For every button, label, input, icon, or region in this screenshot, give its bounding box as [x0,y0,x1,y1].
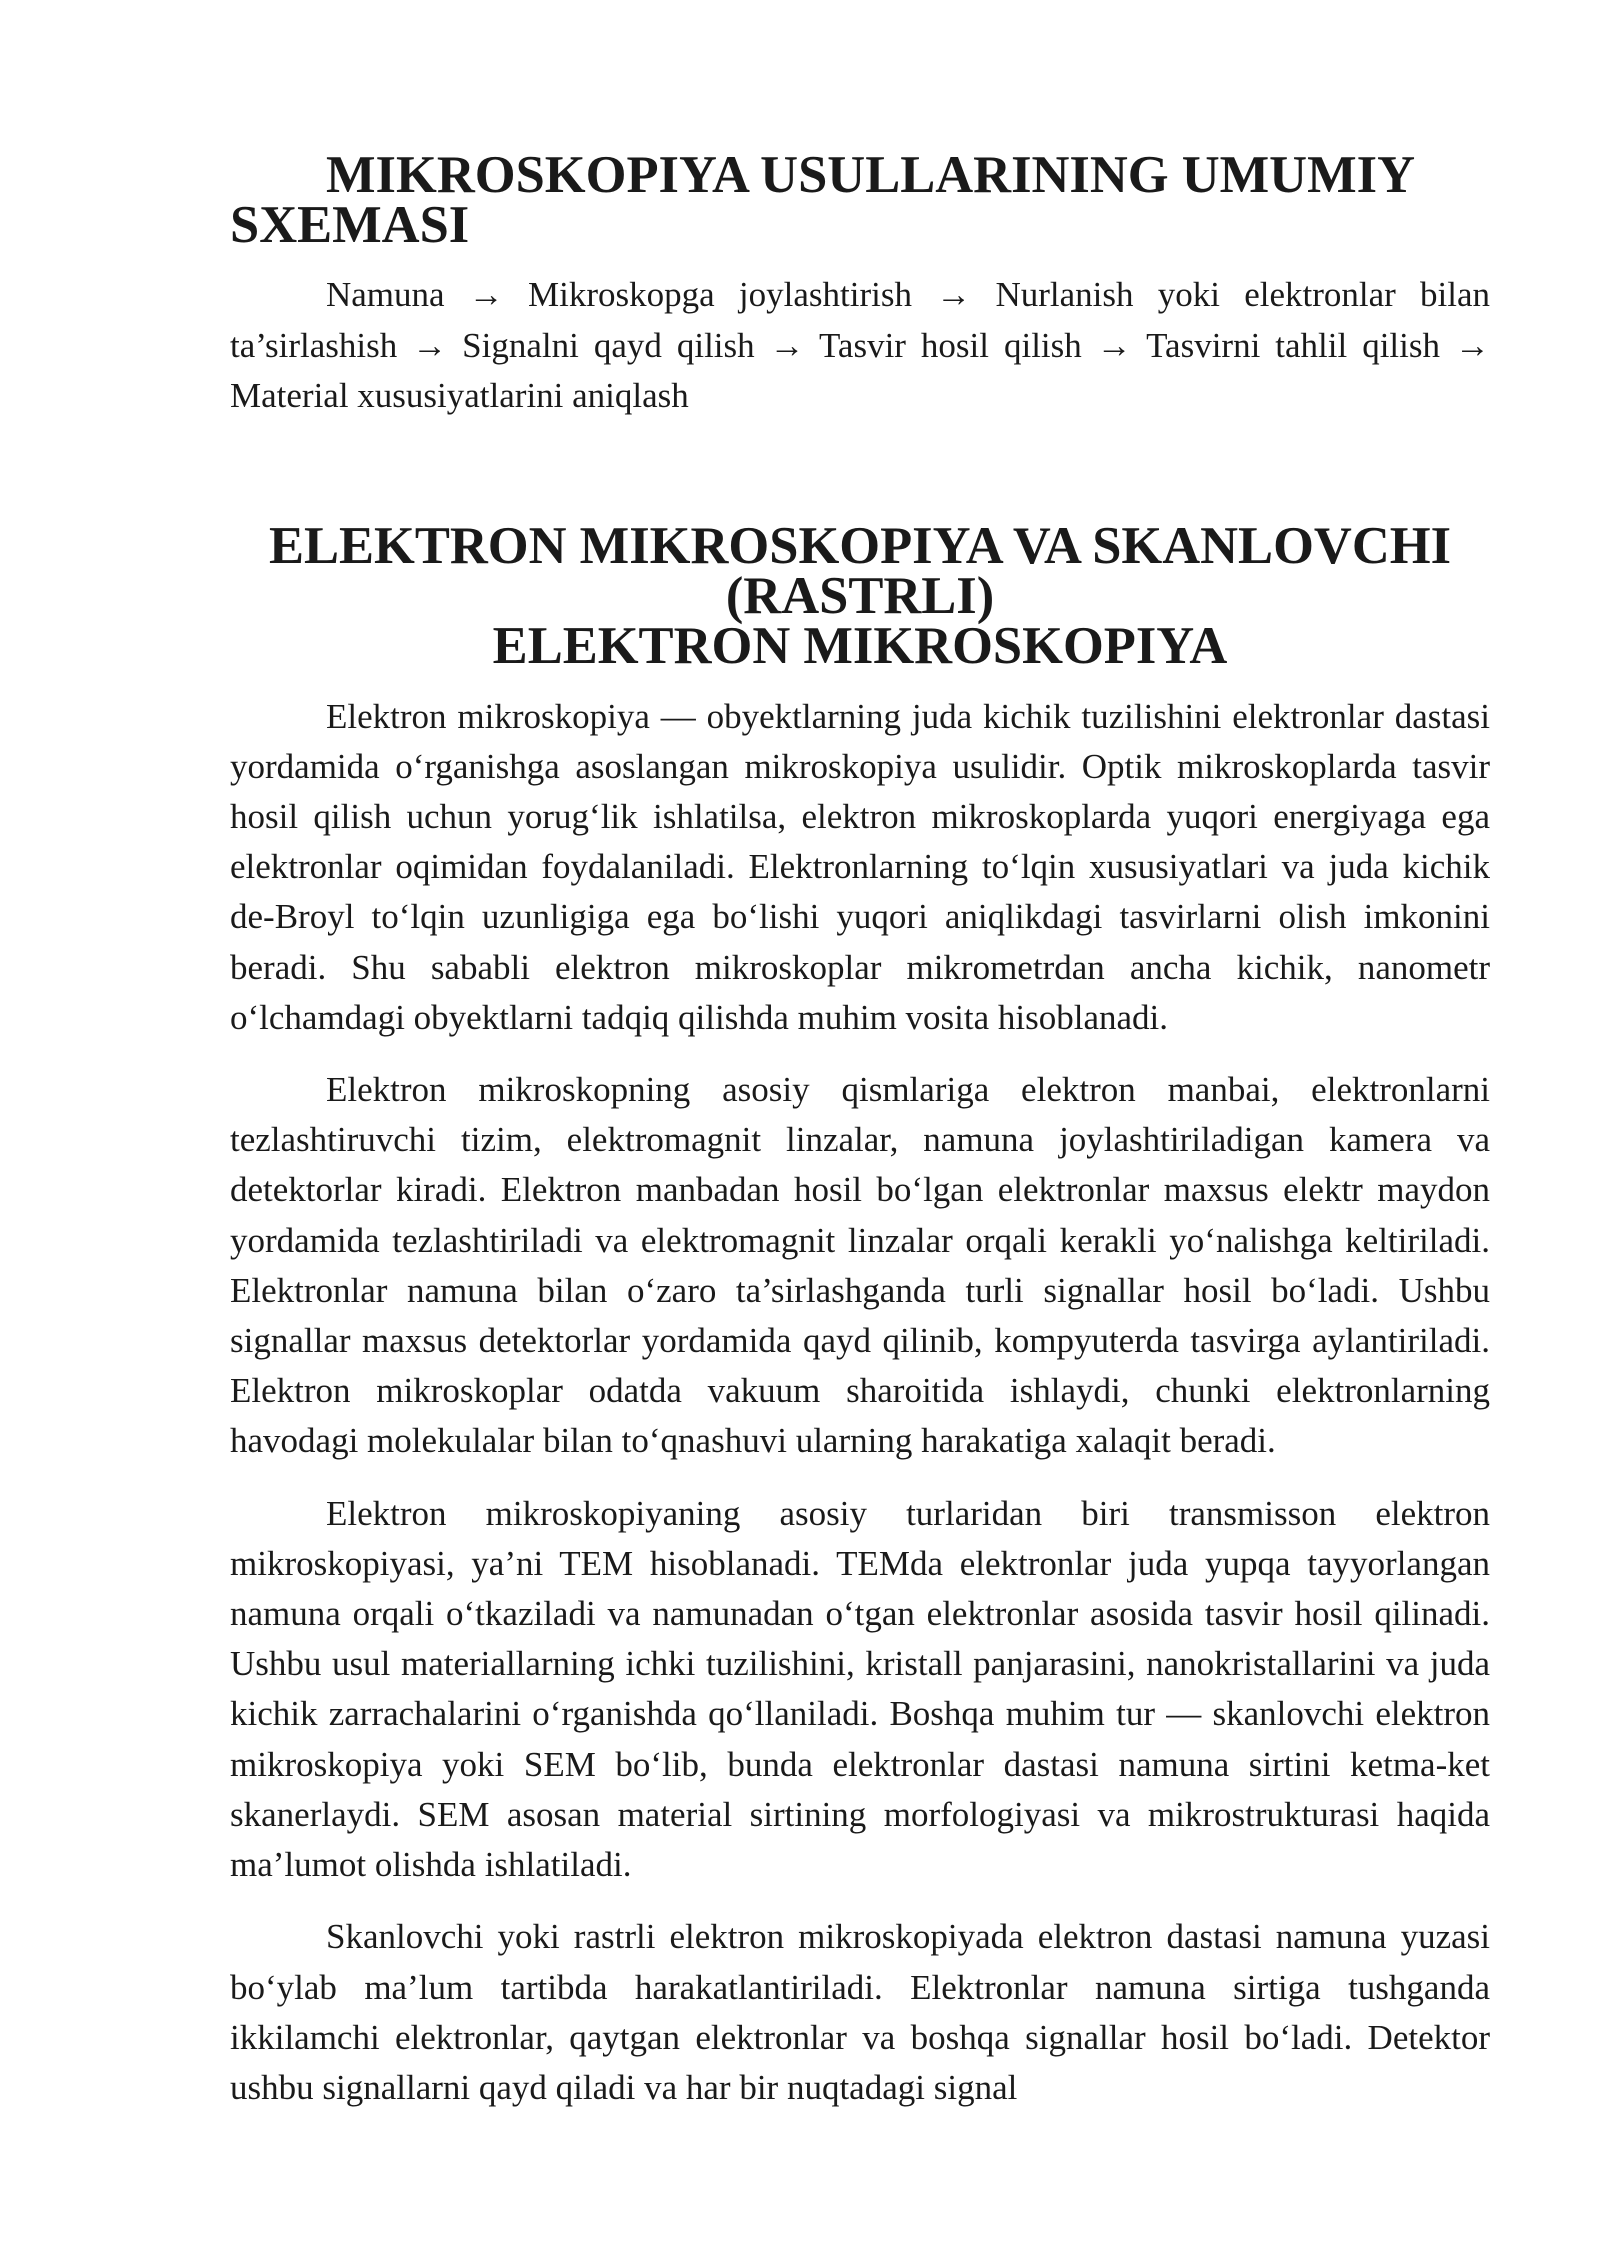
section-title-line-1: ELEKTRON MIKROSKOPIYA VA SKANLOVCHI (RASTRLI) [268,517,1452,626]
document-page [230,146,1490,2135]
paragraph: Elektron mikroskopning asosiy qismlariga elektron manbai, elektronlarni tezlashtiruvchi tizim, elektromagnit linzalar, namuna joylashtiriladigan kamera va detektorlar kiradi. Elektron manbadan hosil bo‘lgan elektronlar maxsus elektr maydon yordamida tezlashtiriladi va elektromagnit linzalar orqali kerakli yo‘nalishga keltiriladi. Elektronlar namuna bilan o‘zaro ta’sirlashganda turli signallar hosil bo‘ladi. Ushbu signallar maxsus detektorlar yordamida qayd qilinib, kompyuterda tasvirga aylantiriladi. Elektron mikroskoplar odatda vakuum sharoitida ishlaydi, chunki elektronlarning havodagi molekulalar bilan to‘qnashuvi ularning harakatiga xalaqit beradi. [230,1070,1490,1461]
paragraph: Elektron mikroskopiyaning asosiy turlaridan biri transmisson elektron mikroskopiyasi, ya’ni TEM hisoblanadi. TEMda elektronlar juda yupqa tayyorlangan namuna orqali o‘tkaziladi va namunadan o‘tgan elektronlar asosida tasvir hosil qilinadi. Ushbu usul materiallarning ichki tuzilishini, kristall panjarasini, nanokristallarini va juda kichik zarrachalarini o‘rganishda qo‘llaniladi. Boshqa muhim tur — skanlovchi elektron mikroskopiya yoki SEM bo‘lib, bunda elektronlar dastasi namuna sirtini ketma-ket skanerlaydi. SEM asosan material sirtining morfologiyasi va mikrostrukturasi haqida ma’lumot olishda ishlatiladi. [230,1493,1490,1885]
paragraph: Elektron mikroskopiya — obyektlarning juda kichik tuzilishini elektronlar dastasi yordamida o‘rganishga asoslangan mikroskopiya usulidir. Optik mikroskoplarda tasvir hosil qilish uchun yorug‘lik ishlatilsa, elektron mikroskoplarda yuqori energiyaga ega elektronlar oqimidan foydalaniladi. Elektronlarning to‘lqin xususiyatlari va juda kichik de-Broyl to‘lqin uzunligiga ega bo‘lishi yuqori aniqlikdagi tasvirlarni olish imkonini beradi. Shu sababli elektron mikroskoplar mikrometrdan ancha kichik, nanometr o‘lchamdagi obyektlarni tadqiq qilishda muhim vosita hisoblanadi. [230,696,1490,1037]
section-title-line-2: ELEKTRON MIKROSKOPIYA [492,617,1228,676]
section-title-scheme: MIKROSKOPIYA USULLARINING UMUMIY SXEMASI [230,146,1414,255]
paragraph: Skanlovchi yoki rastrli elektron mikroskopiyada elektron dastasi namuna yuzasi bo‘ylab ma’lum tartibda harakatlantiriladi. Elektronlar namuna sirtiga tushganda ikkilamchi elektronlar, qaytgan elektronlar va boshqa signallar hosil bo‘ladi. Detektor ushbu signallarni qayd qiladi va har bir nuqtadagi signal [230,1917,1490,2107]
scheme-flow-text: Namuna → Mikroskopga joylashtirish → Nurlanish yoki elektronlar bilan ta’sirlashish → Signalni qayd qilish → Tasvir hosil qilish → Tasvirni tahlil qilish → Material xususiyatlarini aniqlash [230,275,1490,415]
section-title-electron-microscopy [230,517,1490,676]
